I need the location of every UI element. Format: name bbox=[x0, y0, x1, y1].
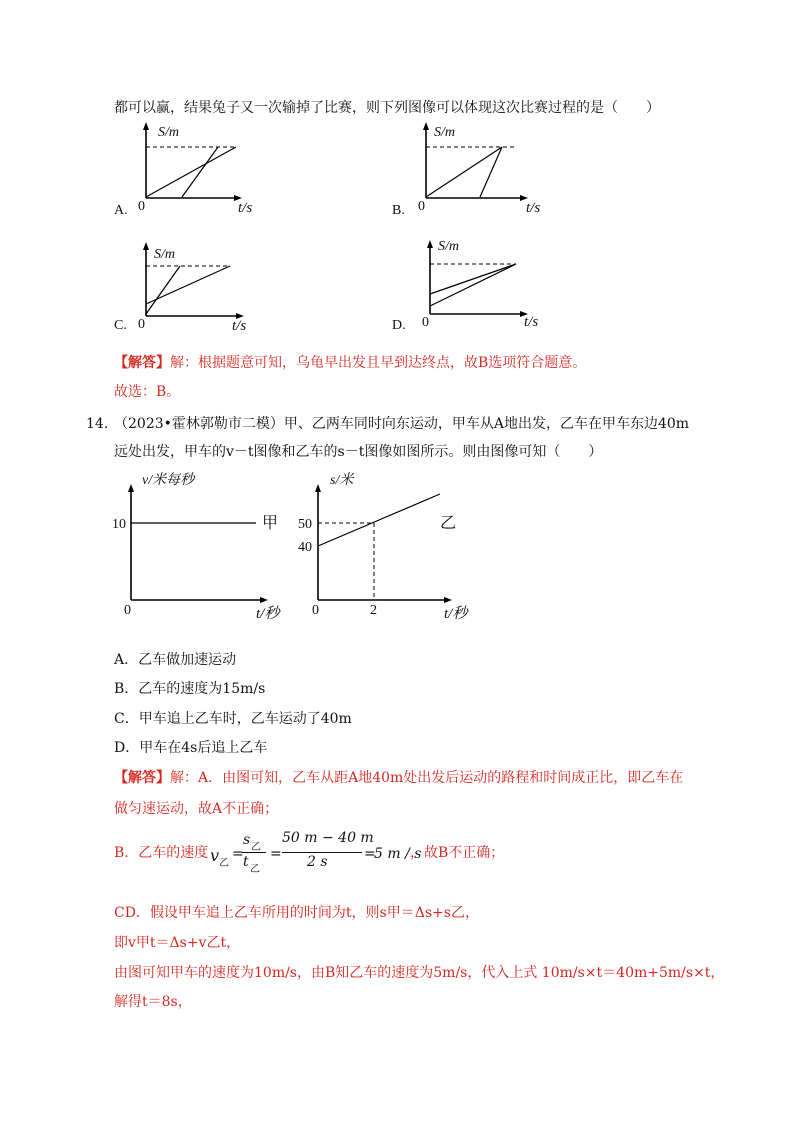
q14-option-c: C．甲车追上乙车时，乙车运动了40m bbox=[114, 711, 352, 727]
q13-answer-text: 解：根据题意可知，乌龟早出发且早到达终点，故B选项符合题意。 bbox=[170, 355, 587, 371]
q14-cd-line2: 即v甲t＝Δs+v乙t， bbox=[114, 935, 241, 951]
graph-b-x-label: t/s bbox=[526, 200, 541, 216]
q14-option-a: A．乙车做加速运动 bbox=[114, 652, 237, 668]
formula-s-sub: 乙 bbox=[251, 842, 261, 853]
q14-answer-text1: 解：A．由图可知，乙车从距A地40m处出发后运动的路程和时间成正比，即乙车在 bbox=[170, 770, 684, 786]
graph-a-option: A. bbox=[114, 203, 128, 218]
q14-number: 14. bbox=[86, 416, 109, 432]
graph-yi-series-label: 乙 bbox=[440, 515, 457, 532]
graph-d-option: D. bbox=[392, 318, 406, 333]
q14-stem-line2: 远处出发，甲车的v－t图像和乙车的s－t图像如图所示。则由图像可知（ ） bbox=[114, 444, 603, 460]
graph-a-origin: 0 bbox=[138, 199, 145, 214]
formula-eq3: = bbox=[364, 846, 376, 862]
graph-jia-series-label: 甲 bbox=[262, 515, 279, 532]
graph-yi-origin: 0 bbox=[312, 603, 319, 618]
q13-answer-tag: 【解答】 bbox=[114, 355, 170, 371]
graph-yi-x-label: t/秒 bbox=[444, 606, 468, 622]
formula-v-sub: 乙 bbox=[219, 858, 229, 869]
formula-num: 50 m − 40 m bbox=[282, 830, 374, 846]
formula-frac-bar-1 bbox=[242, 852, 266, 853]
q13-stem-tail: 都可以赢，结果兔子又一次输掉了比赛，则下列图像可以体现这次比赛过程的是（ ） bbox=[114, 100, 660, 116]
graph-jia-y-label: v/米每秒 bbox=[142, 473, 195, 488]
graph-yi-x-tick: 2 bbox=[370, 603, 377, 618]
formula-eq1: = bbox=[232, 846, 244, 862]
q14-cd-line4: 解得t＝8s， bbox=[114, 994, 192, 1010]
graph-c-x-label: t/s bbox=[232, 318, 247, 334]
graph-jia-vt bbox=[112, 470, 302, 620]
q14-answer-line1 bbox=[114, 768, 683, 788]
q14-b-prefix: B．乙车的速度 bbox=[114, 845, 209, 861]
formula-v: v bbox=[210, 846, 220, 865]
graph-yi-y-tick-bottom: 40 bbox=[298, 540, 312, 555]
graph-b-option: B. bbox=[392, 203, 405, 218]
graph-d bbox=[388, 234, 548, 334]
q13-answer bbox=[114, 353, 586, 373]
q14-b-suffix: ，故B不正确； bbox=[410, 845, 505, 861]
graph-b-origin: 0 bbox=[418, 199, 425, 214]
formula-result: 5 m / s bbox=[374, 846, 422, 862]
graph-yi-st bbox=[296, 470, 496, 620]
q14-answer-line2: 做匀速运动，故A不正确； bbox=[114, 801, 279, 817]
graph-b-y-label: S/m bbox=[434, 125, 455, 140]
graph-d-origin: 0 bbox=[422, 315, 429, 330]
graph-jia-origin: 0 bbox=[124, 603, 131, 618]
graph-a-y-label: S/m bbox=[158, 125, 179, 140]
graph-c bbox=[110, 236, 270, 336]
q14-cd-line3: 由图可知甲车的速度为10m/s，由B知乙车的速度为5m/s，代入上式 10m/s×t＝40m+5m/s×t， bbox=[114, 965, 725, 981]
q14-cd-line1: CD．假设甲车追上乙车所用的时间为t，则s甲＝Δs+s乙， bbox=[114, 905, 479, 921]
graph-yi-y-tick-top: 50 bbox=[298, 517, 312, 532]
graph-yi-y-label: s/米 bbox=[330, 473, 354, 488]
q14-option-b: B．乙车的速度为15m/s bbox=[114, 681, 266, 697]
q13-conclusion: 故选：B。 bbox=[114, 384, 181, 400]
graph-d-x-label: t/s bbox=[524, 314, 539, 330]
speed-formula bbox=[210, 826, 420, 882]
formula-eq2: = bbox=[270, 846, 282, 862]
q14-answer-tag: 【解答】 bbox=[114, 770, 170, 786]
graph-jia-x-label: t/秒 bbox=[256, 606, 280, 622]
formula-frac-bar-2 bbox=[282, 852, 362, 853]
formula-den: 2 s bbox=[307, 854, 328, 870]
formula-t: t bbox=[243, 854, 249, 870]
graph-jia-y-tick: 10 bbox=[112, 517, 126, 532]
graph-b bbox=[388, 118, 548, 218]
q14-stem-line1 bbox=[86, 414, 689, 434]
q14-option-d: D．甲车在4s后追上乙车 bbox=[114, 740, 268, 756]
graph-d-y-label: S/m bbox=[438, 239, 459, 254]
graph-c-origin: 0 bbox=[138, 317, 145, 332]
graph-a-x-label: t/s bbox=[238, 200, 253, 216]
formula-t-sub: 乙 bbox=[250, 864, 260, 875]
graph-a bbox=[110, 118, 270, 218]
q14-stem-text1: （2023•霍林郭勒市二模）甲、乙两车同时向东运动，甲车从A地出发，乙车在甲车东边40m bbox=[114, 416, 690, 432]
formula-s: s bbox=[243, 832, 251, 848]
graph-c-y-label: S/m bbox=[154, 247, 175, 262]
graph-c-option: C. bbox=[114, 318, 127, 333]
